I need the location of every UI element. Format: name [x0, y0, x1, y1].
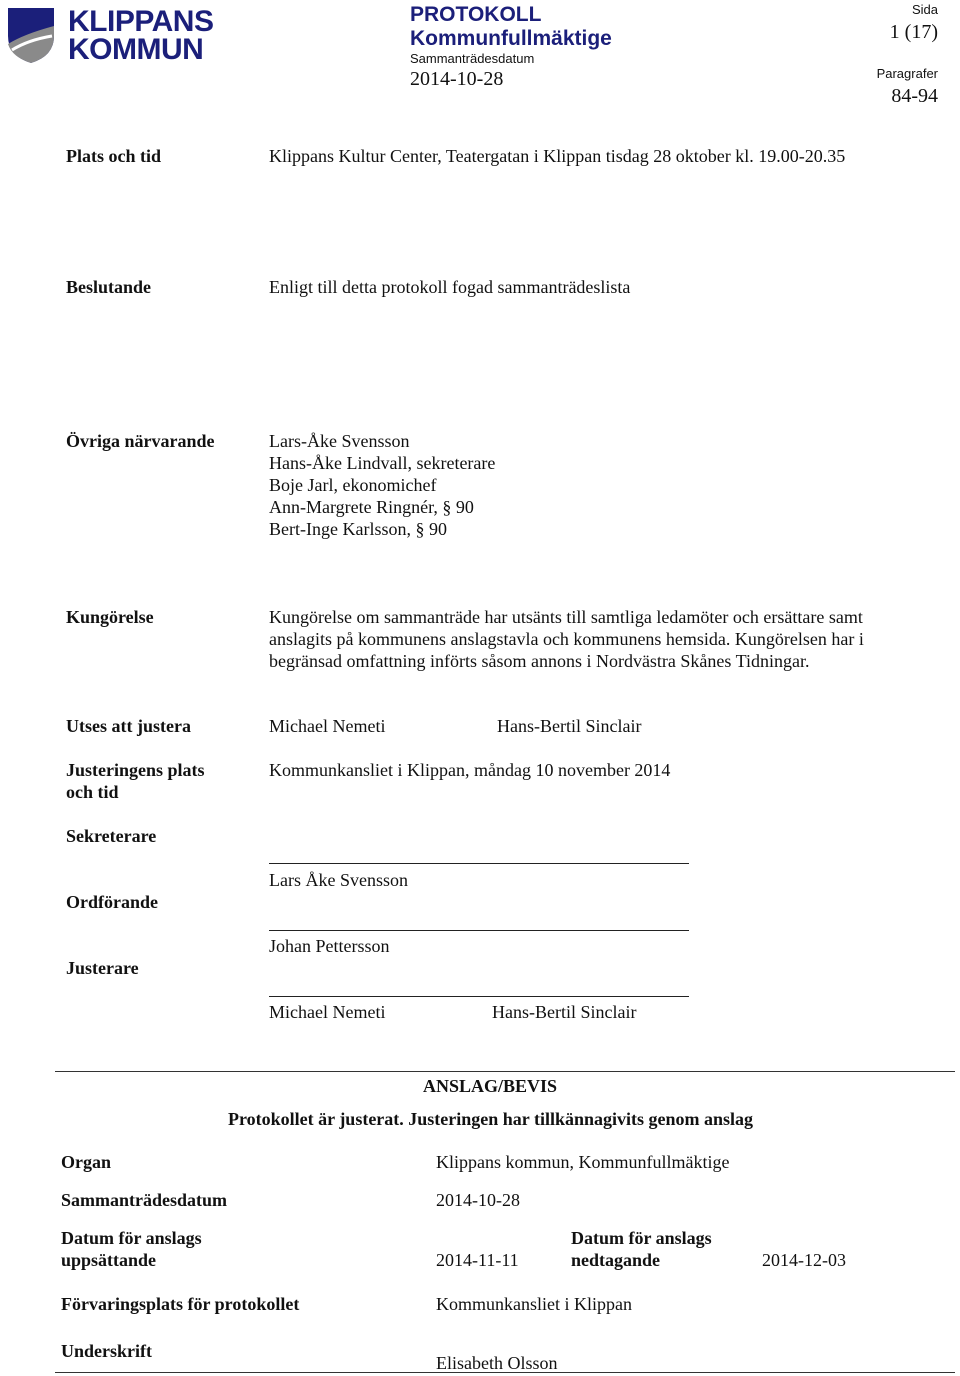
chair-signature-line	[269, 930, 689, 931]
paragraphs-label: Paragrafer	[876, 66, 938, 81]
adjust-label: Utses att justera	[66, 716, 191, 736]
posted-date-label-line: uppsättande	[61, 1250, 157, 1270]
removed-date-value: 2014-12-03	[762, 1250, 846, 1270]
meeting-date: 2014-10-28	[410, 68, 504, 90]
adjusters-label: Justerare	[66, 958, 139, 978]
notice-line: Kungörelse om sammanträde har utsänts till samtliga ledamöter och ersättare samt	[269, 607, 863, 627]
chair-label: Ordförande	[66, 892, 158, 912]
adjuster-1-name: Michael Nemeti	[269, 1002, 386, 1022]
paragraphs-range: 84-94	[891, 85, 938, 107]
list-item: Lars-Åke Svensson	[269, 431, 410, 451]
organ-value: Klippans kommun, Kommunfullmäktige	[436, 1152, 730, 1172]
adjuster-2: Hans-Bertil Sinclair	[497, 716, 642, 736]
secretary-signature-line	[269, 863, 689, 864]
deciding-label: Beslutande	[66, 277, 152, 297]
removed-date-label	[571, 1227, 712, 1271]
others-present-label: Övriga närvarande	[66, 431, 215, 451]
posted-date-label	[61, 1227, 202, 1271]
doc-type: PROTOKOLL	[410, 3, 542, 26]
page-label: Sida	[911, 2, 938, 17]
notice-box-bottom-rule	[55, 1372, 955, 1373]
storage-label: Förvaringsplats för protokollet	[61, 1294, 300, 1314]
adjuster-2-name: Hans-Bertil Sinclair	[492, 1002, 637, 1022]
posted-date-value: 2014-11-11	[436, 1250, 519, 1270]
list-item: Boje Jarl, ekonomichef	[269, 475, 437, 495]
list-item: Hans-Åke Lindvall, sekreterare	[269, 453, 496, 473]
signature-label: Underskrift	[61, 1341, 152, 1361]
adjusters-signature-line	[269, 996, 689, 997]
organ-label: Organ	[61, 1152, 112, 1172]
notice-date-value: 2014-10-28	[436, 1190, 520, 1210]
place-label: Plats och tid	[66, 146, 162, 166]
notice-line: anslagits på kommunens anslagstavla och kommunens hemsida. Kungörelsen har i	[269, 629, 864, 649]
secretary-name: Lars Åke Svensson	[269, 870, 408, 890]
notice-box-top-rule	[55, 1071, 955, 1072]
storage-value: Kommunkansliet i Klippan	[436, 1294, 632, 1314]
others-present-list	[269, 430, 495, 540]
signature-value: Elisabeth Olsson	[436, 1353, 558, 1373]
notice-box-title: ANSLAG/BEVIS	[422, 1076, 558, 1096]
list-item: Ann-Margrete Ringnér, § 90	[269, 497, 474, 517]
adjust-place-label-line: Justeringens plats	[66, 760, 205, 780]
notice-line: begränsad omfattning införts såsom annons i Nordvästra Skånes Tidningar.	[269, 651, 810, 671]
place-value: Klippans Kultur Center, Teatergatan i Klippan tisdag 28 oktober kl. 19.00-20.35	[269, 146, 846, 166]
list-item: Bert-Inge Karlsson, § 90	[269, 519, 447, 539]
klippan-logo	[6, 5, 214, 66]
doc-body: Kommunfullmäktige	[410, 27, 612, 50]
notice-box-subtitle: Protokollet är justerat. Justeringen har tillkännagivits genom anslag	[228, 1109, 754, 1129]
coat-of-arms-icon	[6, 6, 56, 64]
date-label: Sammanträdesdatum	[410, 51, 535, 66]
secretary-label: Sekreterare	[66, 826, 157, 846]
logo-line-2: KOMMUN	[68, 33, 204, 66]
adjust-place-value: Kommunkansliet i Klippan, måndag 10 november 2014	[269, 760, 671, 780]
chair-name: Johan Pettersson	[269, 936, 390, 956]
removed-date-label-line: nedtagande	[571, 1250, 661, 1270]
adjust-place-label-line: och tid	[66, 782, 119, 802]
notice-label: Kungörelse	[66, 607, 154, 627]
posted-date-label-line: Datum för anslags	[61, 1228, 202, 1248]
removed-date-label-line: Datum för anslags	[571, 1228, 712, 1248]
adjust-place-label	[66, 759, 256, 803]
deciding-value: Enligt till detta protokoll fogad sammanträdeslista	[269, 277, 631, 297]
page-number: 1 (17)	[889, 21, 938, 43]
adjuster-1: Michael Nemeti	[269, 716, 386, 736]
notice-date-label: Sammanträdesdatum	[61, 1190, 228, 1210]
notice-text	[269, 606, 864, 672]
logo-line-1: KLIPPANS	[68, 5, 214, 38]
